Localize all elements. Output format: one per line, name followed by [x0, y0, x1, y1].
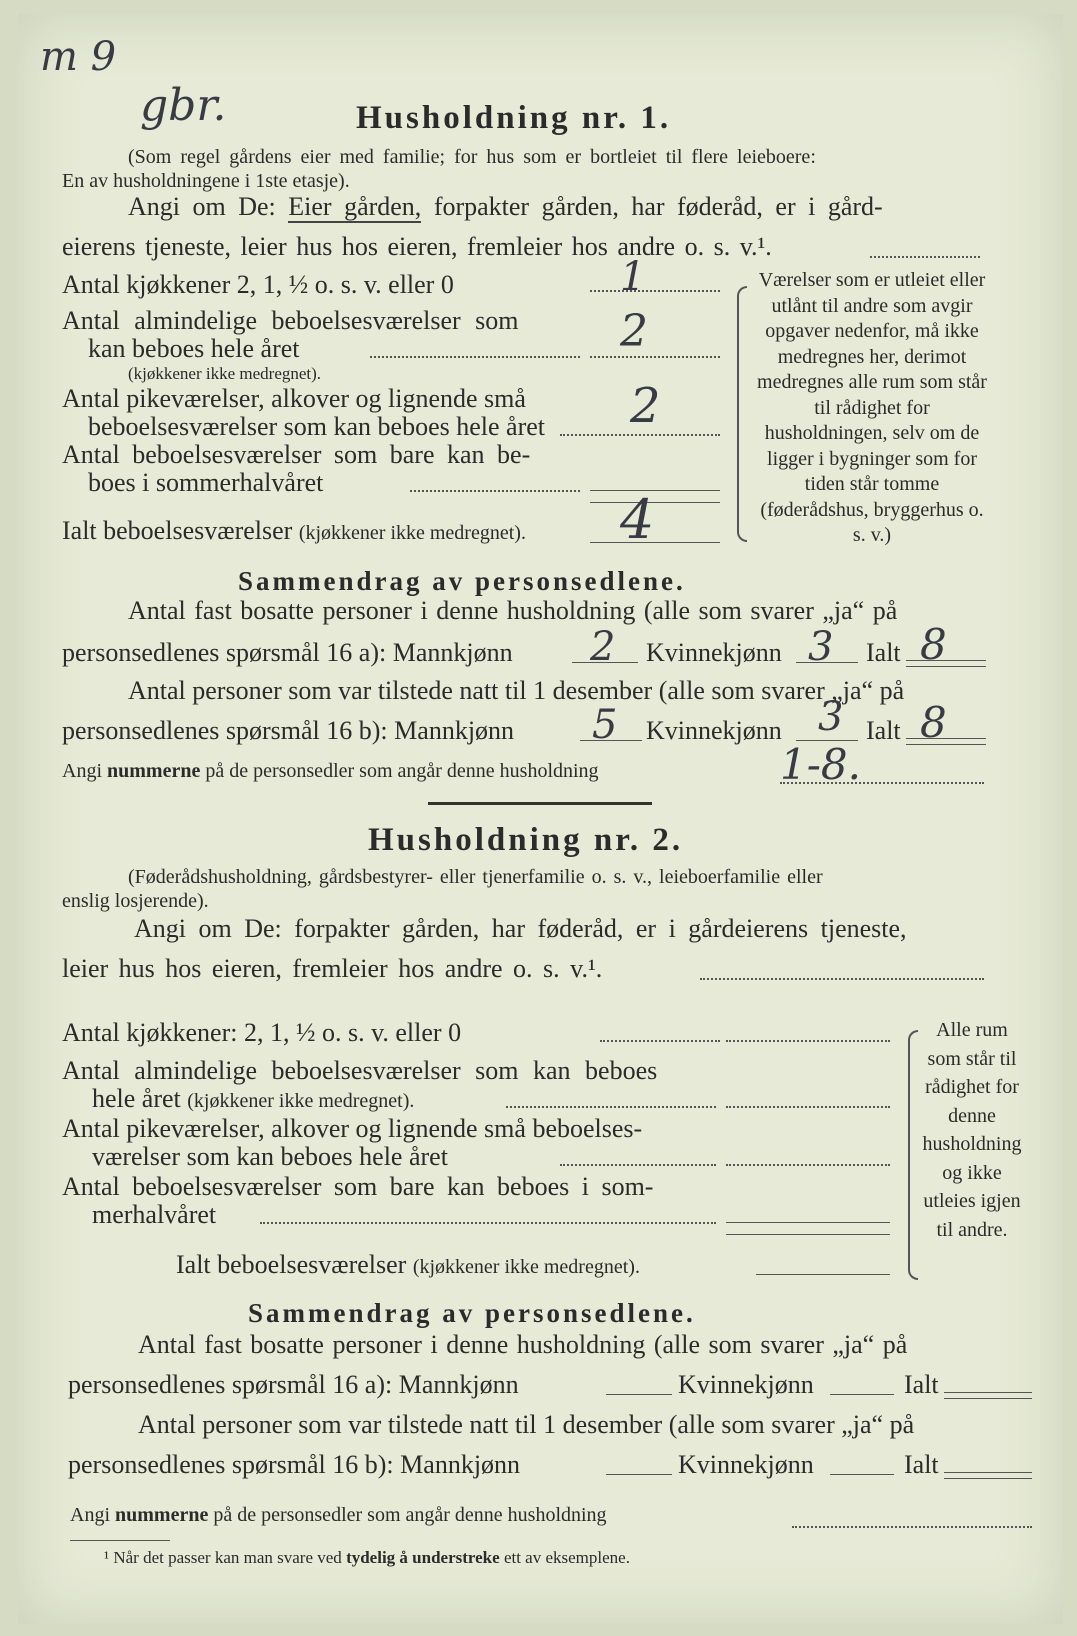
summary-1-fast-line: Antal fast bosatte personer i denne husholdning (alle som svarer „ja“ på: [128, 596, 898, 625]
h1-kitchens-field-line: [590, 290, 720, 292]
h2-total-rule: [726, 1234, 890, 1235]
s2-fast-total-label: Ialt: [904, 1370, 939, 1399]
h2-summer-rooms-label: Antal beboelsesværelser som bare kan beboes i som-: [62, 1172, 654, 1201]
household-2-note: (Føderådshusholdning, gårdsbestyrer- eller tjenerfamilie o. s. v., leieboerfamilie eller: [128, 866, 823, 888]
h2-summer-rooms-label-2: merhalvåret: [92, 1200, 217, 1229]
h2-maid-rooms-label: Antal pikeværelser, alkover og lignende små beboelses-: [62, 1114, 643, 1143]
h2-kitchens-field-line: [726, 1040, 890, 1042]
present-female-label: Kvinnekjønn: [646, 716, 782, 745]
s2-present-total-field-2: [944, 1478, 1032, 1479]
fast-female-label: Kvinnekjønn: [646, 638, 782, 667]
household-1-note: (Som regel gårdens eier med familie; for hus som er bortleiet til flere leieboere:: [128, 146, 816, 168]
h1-kitchens-value[interactable]: 1: [620, 254, 646, 300]
h2-side-note: Alle rum som står til rådighet for denne husholdning og ikke utleies igjen til andre.: [922, 1019, 1022, 1241]
fast-male-value[interactable]: 2: [590, 624, 616, 670]
s2-numbers-field-line: [792, 1526, 1032, 1528]
h2-rooms-leader-dots: [506, 1106, 716, 1108]
h2-total-label-note: (kjøkkener ikke medregnet).: [412, 1256, 640, 1278]
summary-2-present-line: Antal personer som var tilstede natt til 1 desember (alle som svarer „ja“ på: [138, 1410, 915, 1439]
angi-label: Angi om De:: [128, 192, 276, 221]
s2-fast-female-field: [830, 1394, 894, 1395]
s2-fast-male-label: personsedlenes spørsmål 16 a): Mannkjønn: [68, 1370, 519, 1399]
h2-rooms-field-line: [726, 1106, 890, 1108]
h1-kitchens-label: Antal kjøkkener 2, 1, ½ o. s. v. eller 0: [62, 270, 454, 299]
household-2-angi-line-2: leier hus hos eieren, fremleier hos andre o. s. v.¹.: [62, 954, 603, 983]
present-male-label: personsedlenes spørsmål 16 b): Mannkjønn: [62, 716, 515, 745]
h1-rooms-label-2: kan beboes hele året: [88, 334, 300, 363]
s2-present-total-label: Ialt: [904, 1450, 939, 1479]
s2-fast-total-field-2: [944, 1398, 1032, 1399]
footnote: [104, 1548, 630, 1568]
handwritten-top-mark: m 9: [40, 34, 117, 80]
footnote-rule: [70, 1540, 170, 1541]
h2-total-field-line: [756, 1274, 890, 1275]
h1-side-note: Værelser som er utleiet eller utlånt til andre som avgir opgaver nedenfor, må ikke medregnes her, derimot medregnes alle rum som står til rådighet for husholdningen, selv om de ligger i bygninger som for tiden står tomme (føderådshus, bryggerhus o. s. v.): [757, 269, 987, 546]
present-total-value[interactable]: 8: [920, 698, 947, 747]
h1-maid-rooms-label: Antal pikeværelser, alkover og lignende små: [62, 384, 526, 413]
summary-1-title: Sammendrag av personsedlene.: [238, 566, 686, 596]
h1-rooms-note: (kjøkkener ikke medregnet).: [128, 364, 322, 383]
h2-side-brace: [908, 1030, 918, 1280]
s2-numbers-label-a: Angi: [70, 1504, 110, 1526]
s2-fast-male-field: [606, 1394, 672, 1395]
numbers-value[interactable]: 1-8.: [780, 740, 861, 789]
h1-summer-rooms-label-2: boes i sommerhalvåret: [88, 468, 324, 497]
numbers-label-a: Angi: [62, 760, 102, 782]
summary-2-numbers-line: [70, 1504, 607, 1527]
angi-selected-option[interactable]: Eier gården,: [288, 192, 422, 221]
numbers-label-c: på de personsedler som angår denne husholdning: [205, 760, 599, 782]
h1-rooms-value[interactable]: 2: [620, 306, 648, 357]
h1-rooms-field-line: [590, 356, 720, 358]
h2-angi-dotted-line: [700, 978, 984, 980]
s2-present-male-field: [606, 1474, 672, 1475]
h2-rooms-label-2: [92, 1084, 414, 1114]
summary-1-numbers-line: [62, 760, 599, 783]
h1-rooms-leader-dots: [370, 356, 580, 358]
h1-total-label-main: Ialt beboelsesværelser: [62, 516, 293, 545]
s2-fast-female-label: Kvinnekjønn: [678, 1370, 814, 1399]
summary-1-fast-line-2: [62, 638, 513, 668]
footnote-text-bold: tydelig å understreke: [346, 1548, 500, 1567]
h1-side-brace: [737, 286, 747, 542]
h2-summer-field-line: [726, 1222, 890, 1223]
present-male-value[interactable]: 5: [592, 702, 618, 748]
h2-summer-leader-dots: [260, 1222, 716, 1224]
s2-numbers-label-bold: nummerne: [115, 1504, 209, 1526]
h1-total-rooms-label: [62, 516, 526, 546]
section-divider: [428, 802, 652, 805]
h2-rooms-label-note: (kjøkkener ikke medregnet).: [187, 1090, 415, 1112]
h2-total-rooms-label: [176, 1250, 640, 1280]
numbers-label-bold: nummerne: [107, 760, 201, 782]
h1-summer-field-line: [590, 490, 720, 491]
s2-present-male-label: personsedlenes spørsmål 16 b): Mannkjønn: [68, 1450, 521, 1479]
present-total-label: Ialt: [866, 716, 901, 745]
h2-kitchens-leader-dots: [600, 1040, 720, 1042]
household-1-angi-line: [128, 192, 883, 222]
h2-maid-field-line: [726, 1164, 890, 1166]
household-1-angi-line-2: eierens tjeneste, leier hus hos eieren, fremleier hos andre o. s. v.¹.: [62, 232, 772, 261]
summary-2-title: Sammendrag av personsedlene.: [248, 1298, 696, 1328]
h2-kitchens-label: Antal kjøkkener: 2, 1, ½ o. s. v. eller 0: [62, 1018, 462, 1047]
h1-total-field-line: [590, 542, 720, 543]
fast-total-value[interactable]: 8: [920, 620, 947, 669]
s2-numbers-label-c: på de personsedler som angår denne husholdning: [213, 1504, 607, 1526]
fast-male-label: personsedlenes spørsmål 16 a): Mannkjønn: [62, 638, 513, 667]
h2-maid-rooms-label-2: værelser som kan beboes hele året: [92, 1142, 448, 1171]
handwritten-gbr: gbr.: [140, 80, 227, 131]
h1-total-rule: [590, 502, 720, 503]
h1-maid-rooms-field-line: [560, 434, 720, 436]
h2-total-label-main: Ialt beboelsesværelser: [176, 1250, 407, 1279]
present-female-value[interactable]: 3: [818, 694, 844, 740]
footnote-text-a: ¹ Når det passer kan man svare ved: [104, 1548, 342, 1567]
h1-total-label-note: (kjøkkener ikke medregnet).: [298, 522, 526, 544]
s2-present-total-field: [944, 1472, 1032, 1473]
household-1-note-2: En av husholdningene i 1ste etasje).: [62, 170, 350, 192]
fast-female-value[interactable]: 3: [808, 624, 834, 670]
h2-rooms-label: Antal almindelige beboelsesværelser som kan beboes: [62, 1056, 658, 1085]
angi-options: forpakter gården, har føderåd, er i gård-: [433, 192, 883, 221]
h1-rooms-label: Antal almindelige beboelsesværelser som: [62, 306, 519, 335]
h1-maid-rooms-value[interactable]: 2: [630, 378, 661, 434]
summary-1-present-line: Antal personer som var tilstede natt til 1 desember (alle som svarer „ja“ på: [128, 676, 905, 705]
h1-summer-leader-dots: [410, 490, 580, 492]
household-2-title: Husholdning nr. 2.: [368, 822, 684, 858]
h1-total-rooms-value[interactable]: 4: [620, 488, 655, 551]
household-2-angi-line: Angi om De: forpakter gården, har føderåd, er i gårdeierens tjeneste,: [134, 914, 907, 943]
summary-2-fast-line: Antal fast bosatte personer i denne husholdning (alle som svarer „ja“ på: [138, 1330, 908, 1359]
h2-rooms-label-main: hele året: [92, 1084, 181, 1113]
fast-total-label: Ialt: [866, 638, 901, 667]
s2-fast-total-field: [944, 1392, 1032, 1393]
angi-dotted-line: [870, 256, 980, 258]
h2-maid-leader-dots: [560, 1164, 716, 1166]
household-1-title: Husholdning nr. 1.: [356, 100, 672, 136]
h1-summer-rooms-label: Antal beboelsesværelser som bare kan be-: [62, 440, 531, 469]
footnote-text-c: ett av eksemplene.: [503, 1548, 630, 1567]
household-2-note-2: enslig losjerende).: [62, 890, 209, 912]
h1-maid-rooms-label-2: beboelsesværelser som kan beboes hele året: [88, 412, 546, 441]
s2-present-female-field: [830, 1474, 894, 1475]
s2-present-female-label: Kvinnekjønn: [678, 1450, 814, 1479]
